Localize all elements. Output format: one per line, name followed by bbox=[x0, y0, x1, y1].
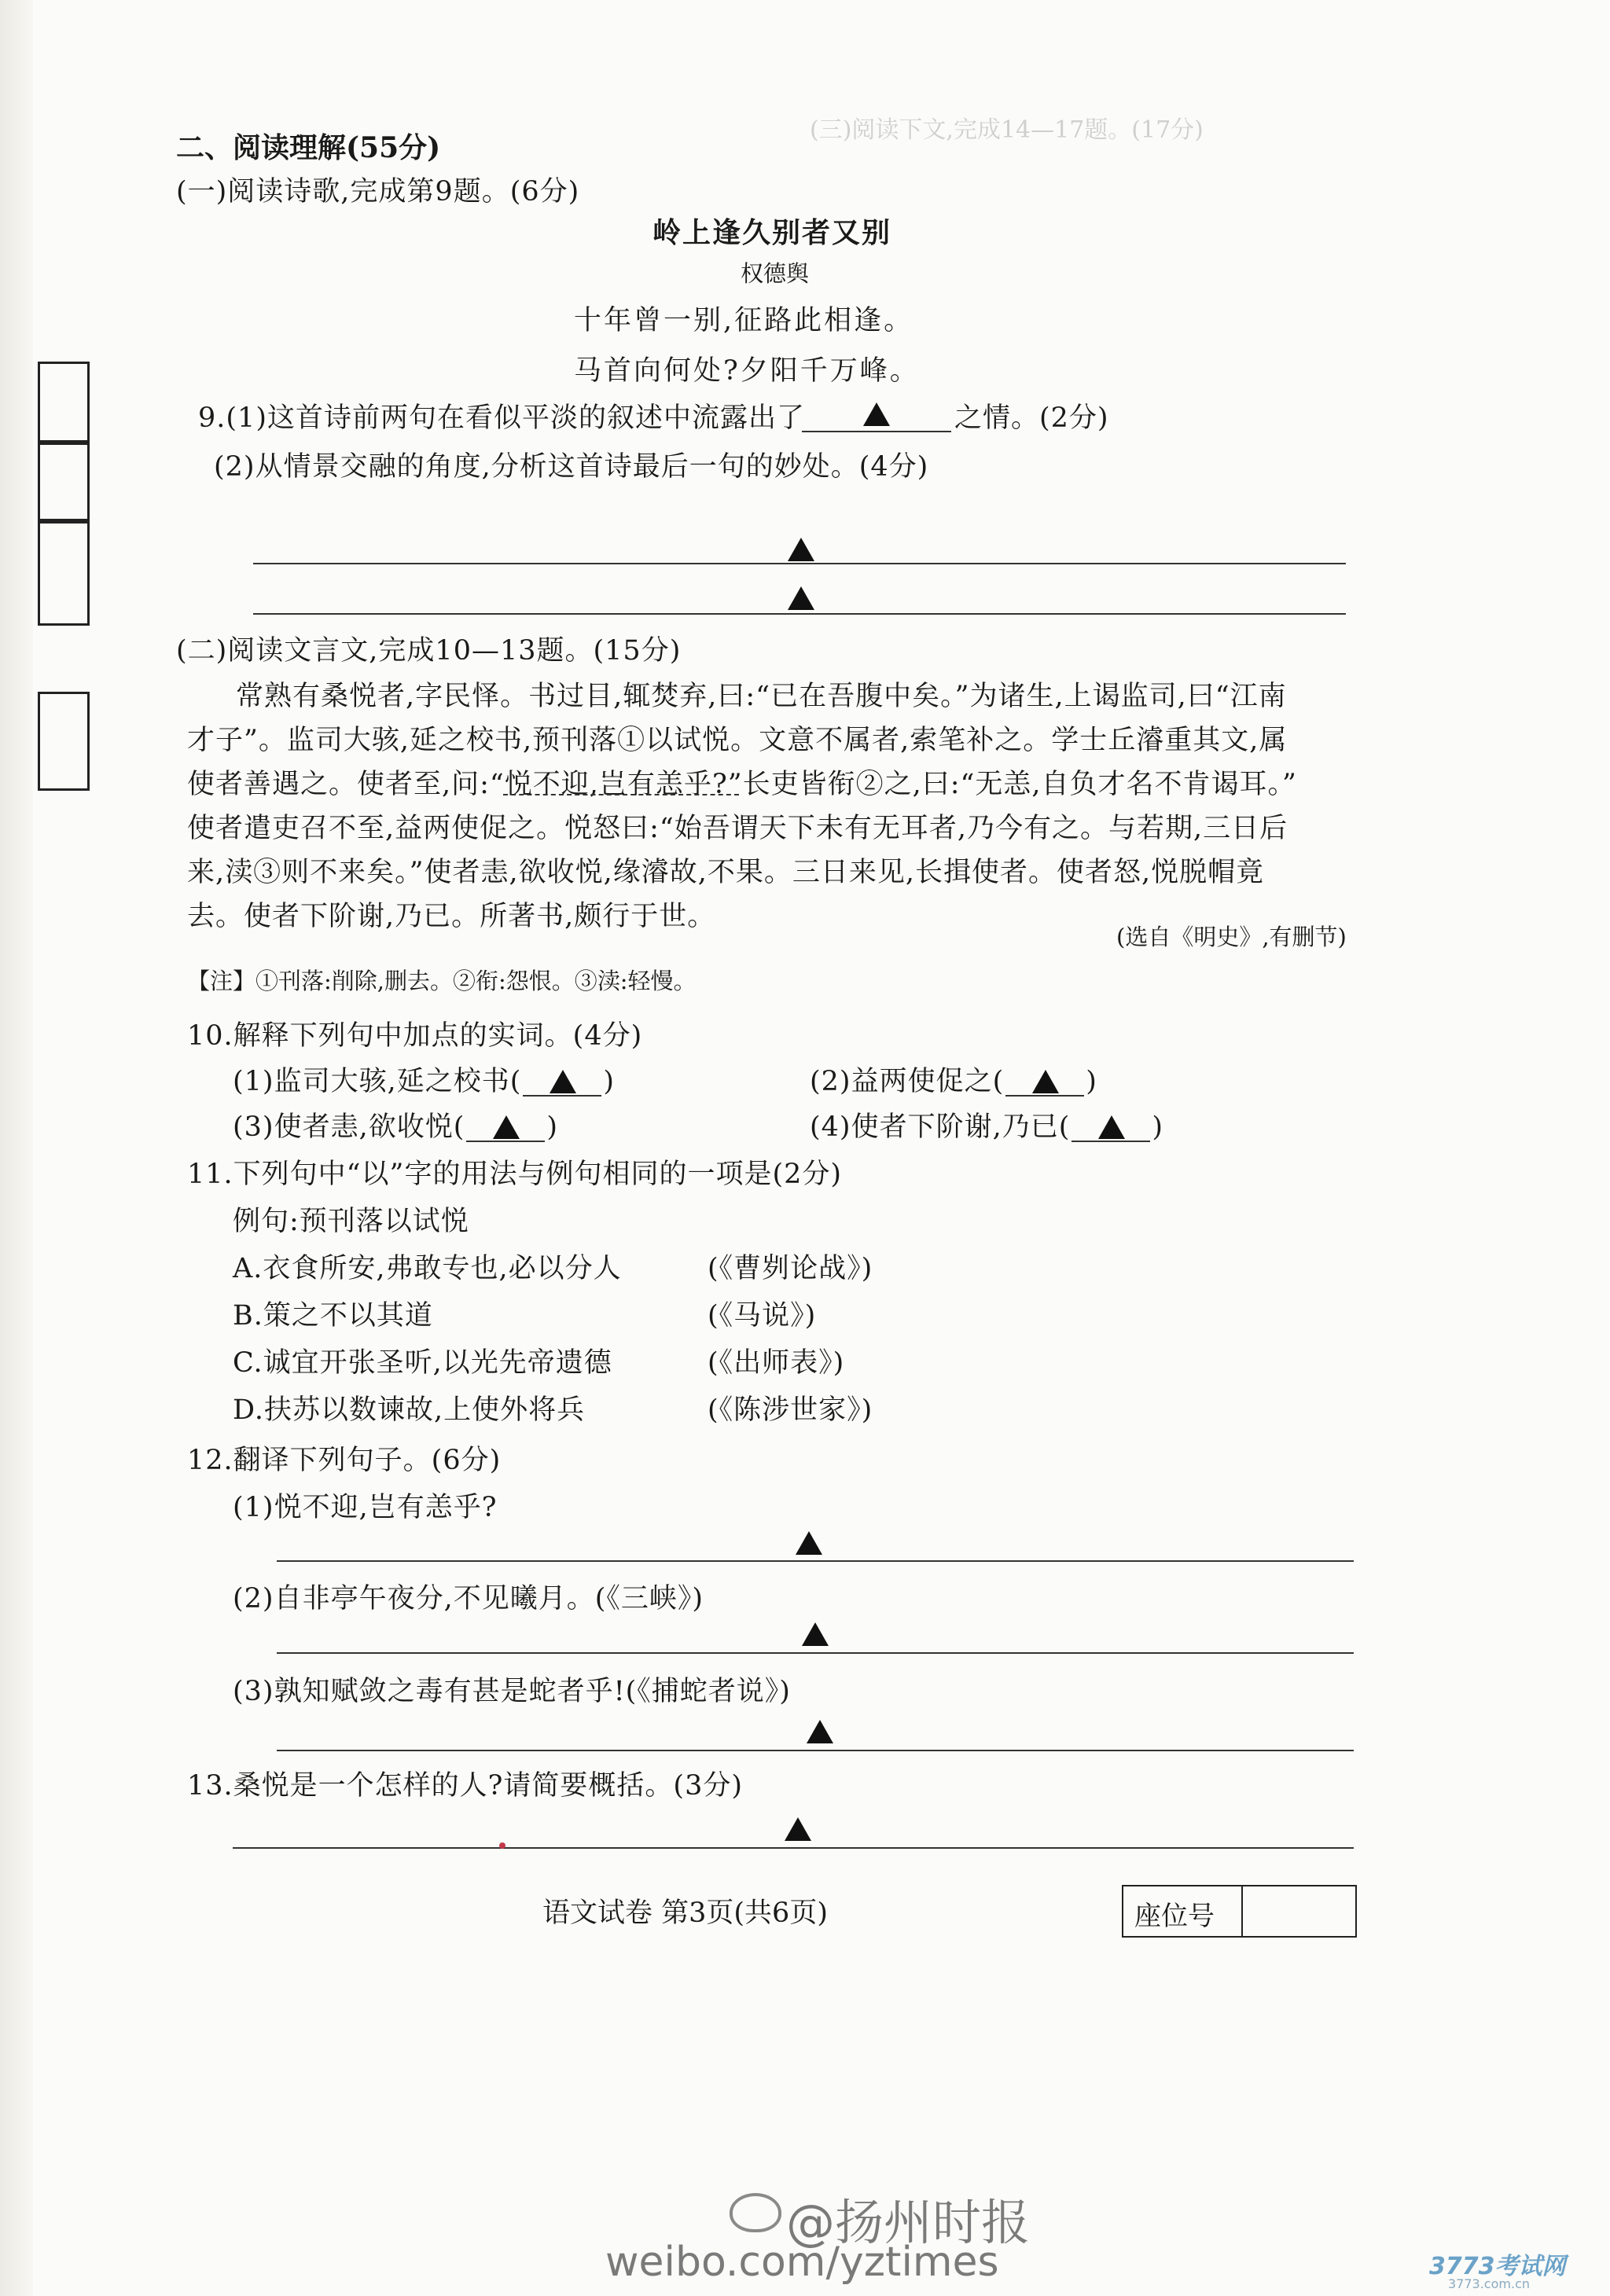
page-edge bbox=[0, 0, 33, 2296]
answer-triangle-icon bbox=[550, 1070, 576, 1093]
question-12-sentence-1: (1)悦不迎,岂有恙乎? bbox=[233, 1492, 498, 1523]
passage-line: 去。使者下阶谢,乃已。所著书,颇行于世。 bbox=[187, 901, 716, 932]
question-12-sentence-3: (3)孰知赋敛之毒有甚是蛇者乎!(《捕蛇者说》) bbox=[233, 1676, 791, 1707]
question-9-part2: (2)从情景交融的角度,分析这首诗最后一句的妙处。(4分) bbox=[214, 451, 929, 483]
passage-line: 常熟有桑悦者,字民怿。书过目,辄焚弃,曰:“已在吾腹中矣。”为诸生,上谒监司,曰“江南 bbox=[236, 681, 1287, 712]
passage-line: 使者善遇之。使者至,问:“悦不迎,岂有恙乎?”长吏皆衔②之,曰:“无恙,自负才名不肯谒耳。” bbox=[187, 769, 1297, 800]
answer-triangle-icon bbox=[788, 586, 814, 610]
question-10-item-4: (4)使者下阶谢,乃已( ) bbox=[810, 1111, 1164, 1143]
option-source: (《出师表》) bbox=[708, 1347, 845, 1379]
question-11-option-d[interactable]: D.扶苏以数谏故,上使外将兵 bbox=[233, 1394, 586, 1426]
answer-line[interactable] bbox=[277, 1560, 1354, 1562]
answer-line[interactable] bbox=[233, 1847, 1354, 1849]
answer-triangle-icon bbox=[807, 1720, 833, 1743]
question-10-item-2: (2)益两使促之( ) bbox=[810, 1066, 1097, 1097]
poem-author: 权德舆 bbox=[741, 260, 810, 287]
question-11-option-b[interactable]: B.策之不以其道 bbox=[233, 1300, 433, 1332]
question-11-example: 例句:预刊落以试悦 bbox=[233, 1206, 469, 1237]
answer-line[interactable] bbox=[802, 431, 951, 432]
answer-triangle-icon bbox=[1032, 1070, 1059, 1093]
question-10-heading: 10.解释下列句中加点的实词。(4分) bbox=[187, 1020, 643, 1052]
answer-blank[interactable] bbox=[1071, 1115, 1150, 1142]
subsection-heading: (一)阅读诗歌,完成第9题。(6分) bbox=[176, 176, 580, 208]
answer-triangle-icon bbox=[493, 1115, 520, 1139]
answer-triangle-icon bbox=[788, 538, 814, 561]
seat-number-label: 座位号 bbox=[1134, 1901, 1215, 1932]
option-source: (《马说》) bbox=[708, 1300, 817, 1332]
red-mark bbox=[499, 1842, 505, 1849]
seat-divider bbox=[1241, 1886, 1243, 1936]
answer-triangle-icon bbox=[785, 1817, 811, 1841]
answer-line[interactable] bbox=[277, 1652, 1354, 1654]
answer-triangle-icon bbox=[802, 1622, 829, 1646]
binding-box bbox=[38, 692, 90, 791]
passage-line: 来,渎③则不来矣。”使者恚,欲收悦,缘濬故,不果。三日来见,长揖使者。使者怒,悦脱帽竟 bbox=[187, 857, 1265, 888]
answer-triangle-icon bbox=[1098, 1115, 1125, 1139]
bleed-through-text: (三)阅读下文,完成14—17题。(17分) bbox=[810, 116, 1204, 144]
question-9-part1: 9.(1)这首诗前两句在看似平淡的叙述中流露出了 bbox=[198, 402, 805, 434]
passage-note: 【注】①刊落:削除,删去。②衔:怨恨。③渎:轻慢。 bbox=[187, 968, 697, 994]
question-11-option-c[interactable]: C.诚宜开张圣听,以光先帝遗德 bbox=[233, 1347, 612, 1379]
seat-number-box[interactable] bbox=[1122, 1885, 1357, 1938]
answer-blank[interactable] bbox=[1005, 1070, 1084, 1097]
poem-title: 岭上逢久别者又别 bbox=[652, 216, 892, 249]
question-11-heading: 11.下列句中“以”字的用法与例句相同的一项是(2分) bbox=[187, 1159, 843, 1190]
answer-line[interactable] bbox=[253, 563, 1346, 564]
passage-line: 使者遣吏召不至,益两使促之。悦怒曰:“始吾谓天下未有无耳者,乃今有之。与若期,三日后 bbox=[187, 813, 1288, 844]
passage-line: 才子”。监司大骇,延之校书,预刊落①以试悦。文意不属者,索笔补之。学士丘濬重其文,属 bbox=[187, 725, 1288, 756]
answer-line[interactable] bbox=[253, 613, 1346, 615]
underline-mark bbox=[503, 794, 739, 795]
page-footer: 语文试卷 第3页(共6页) bbox=[542, 1897, 828, 1929]
binding-box bbox=[38, 440, 90, 523]
watermark-site-url: 3773.com.cn bbox=[1448, 2276, 1530, 2291]
question-11-option-a[interactable]: A.衣食所安,弗敢专也,必以分人 bbox=[233, 1253, 622, 1284]
binding-box bbox=[38, 519, 90, 626]
question-12-heading: 12.翻译下列句子。(6分) bbox=[187, 1445, 502, 1476]
question-10-item-3: (3)使者恚,欲收悦( ) bbox=[233, 1111, 559, 1143]
answer-triangle-icon bbox=[863, 402, 890, 426]
option-source: (《陈涉世家》) bbox=[708, 1394, 873, 1426]
question-9-part1-end: 之情。(2分) bbox=[954, 402, 1109, 434]
answer-blank[interactable] bbox=[523, 1070, 601, 1097]
weibo-logo-icon bbox=[730, 2193, 781, 2232]
watermark-site-logo: 3773考试网 bbox=[1429, 2253, 1566, 2280]
poem-line: 马首向何处?夕阳千万峰。 bbox=[574, 355, 920, 387]
answer-triangle-icon bbox=[796, 1531, 822, 1555]
answer-line[interactable] bbox=[277, 1750, 1354, 1751]
section-heading: 二、阅读理解(55分) bbox=[176, 131, 441, 164]
option-source: (《曹刿论战》) bbox=[708, 1253, 873, 1284]
binding-box bbox=[38, 362, 90, 445]
poem-line: 十年曾一别,征路此相逢。 bbox=[574, 305, 914, 336]
question-12-sentence-2: (2)自非亭午夜分,不见曦月。(《三峡》) bbox=[233, 1583, 704, 1615]
watermark-weibo-name: @扬州时报 bbox=[786, 2194, 1031, 2251]
question-13-heading: 13.桑悦是一个怎样的人?请简要概括。(3分) bbox=[187, 1770, 744, 1802]
subsection-heading: (二)阅读文言文,完成10—13题。(15分) bbox=[176, 635, 682, 667]
answer-blank[interactable] bbox=[466, 1115, 545, 1142]
watermark-weibo-url: weibo.com/yztimes bbox=[605, 2239, 999, 2286]
passage-source: (选自《明史》,有删节) bbox=[1116, 924, 1347, 950]
question-10-item-1: (1)监司大骇,延之校书( ) bbox=[233, 1066, 616, 1097]
